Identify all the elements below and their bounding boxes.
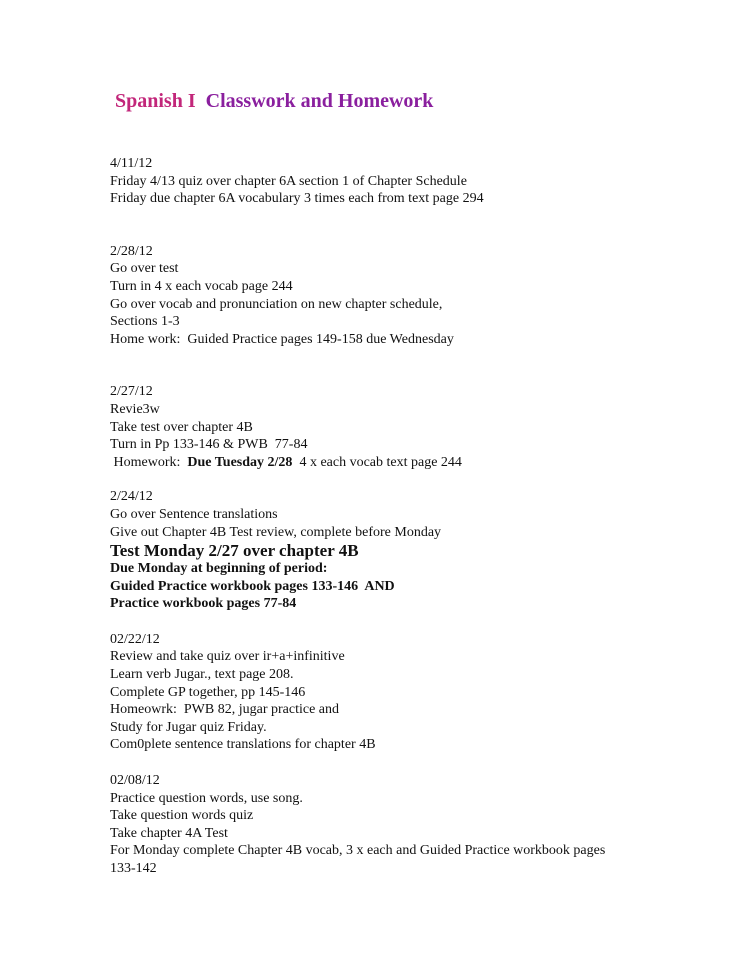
homework-suffix: 4 x each vocab text page 244 <box>292 454 462 470</box>
homework-due: Due Tuesday 2/28 <box>187 454 293 470</box>
entry-date: 4/11/12 <box>110 156 153 171</box>
entry-line: Home work: Guided Practice pages 149-158 due Wednesday <box>110 331 454 347</box>
entry-line: Turn in 4 x each vocab page 244 <box>110 278 293 294</box>
entry-line: Homeowrk: PWB 82, jugar practice and <box>110 702 339 718</box>
entry-line: Take chapter 4A Test <box>110 825 228 841</box>
entry-line: Go over Sentence translations <box>110 506 278 522</box>
entry-line: Revie3w <box>110 401 160 417</box>
entry-02-22-12 <box>110 631 710 754</box>
entry-2-27-12 <box>110 383 710 471</box>
entry-date: 2/24/12 <box>110 489 153 505</box>
test-announcement: Test Monday 2/27 over chapter 4B <box>110 541 359 561</box>
page-title <box>115 88 433 114</box>
entries-list <box>110 155 710 878</box>
title-part-1: Spanish I <box>115 90 201 112</box>
homework-line <box>110 454 710 472</box>
due-line: Practice workbook pages 77-84 <box>110 596 297 612</box>
entry-line: Take question words quiz <box>110 808 254 824</box>
entry-line: Review and take quiz over ir+a+infinitive <box>110 649 345 665</box>
entry-date: 2/27/12 <box>110 384 153 400</box>
homework-prefix: Homework: <box>110 454 188 470</box>
title-part-2: Classwork and Homework <box>200 90 434 112</box>
entry-line: Turn in Pp 133-146 & PWB 77-84 <box>110 437 308 453</box>
due-line: Due Monday at beginning of period: <box>110 561 328 577</box>
entry-2-24-12 <box>110 488 710 613</box>
entry-line: Complete GP together, pp 145-146 <box>110 684 306 700</box>
entry-line: Give out Chapter 4B Test review, complete before Monday <box>110 524 442 540</box>
entry-4-11-12 <box>110 155 710 208</box>
entry-line: Friday 4/13 quiz over chapter 6A section 1 of Chapter Schedule <box>110 173 467 189</box>
entry-line: Friday due chapter 6A vocabulary 3 times each from text page 294 <box>110 191 484 207</box>
entry-line: Study for Jugar quiz Friday. <box>110 719 267 735</box>
entry-line: For Monday complete Chapter 4B vocab, 3 x each and Guided Practice workbook pages <box>110 843 606 859</box>
entry-line: 133-142 <box>110 861 157 876</box>
entry-date: 2/28/12 <box>110 243 153 259</box>
entry-date: 02/22/12 <box>110 631 160 647</box>
entry-date: 02/08/12 <box>110 773 160 789</box>
entry-line: Sections 1-3 <box>110 314 180 330</box>
entry-line: Practice question words, use song. <box>110 790 303 806</box>
entry-line: Go over test <box>110 261 179 277</box>
entry-line: Com0plete sentence translations for chapter 4B <box>110 737 376 753</box>
entry-line: Go over vocab and pronunciation on new chapter schedule, <box>110 296 443 312</box>
entry-2-28-12 <box>110 243 710 349</box>
entry-02-08-12 <box>110 772 710 878</box>
due-line: Guided Practice workbook pages 133-146 AND <box>110 578 395 594</box>
entry-line: Take test over chapter 4B <box>110 419 253 435</box>
entry-line: Learn verb Jugar., text page 208. <box>110 667 294 683</box>
